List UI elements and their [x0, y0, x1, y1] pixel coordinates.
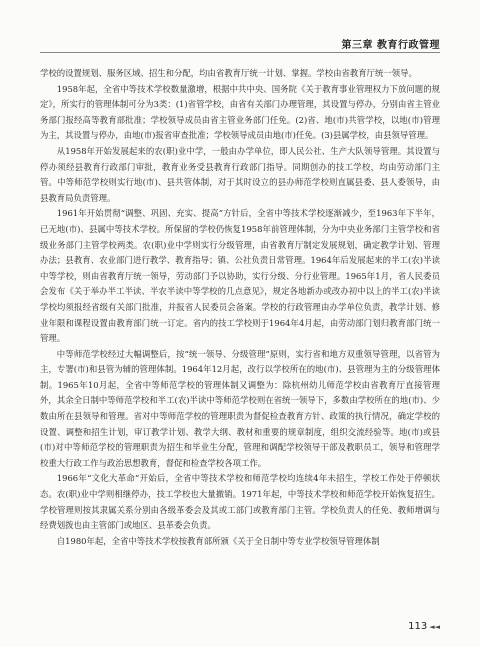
body-text: [40, 66, 440, 549]
paragraph: 从1958年开始发展起来的农(职)业中学，一般由办学单位，即人民公社、生产大队领导管理。其设置与停办须经县教育行政部门审批，教育业务受县教育行政部门指导。同期创办的技工学校，均由劳动部门主管。中等师范学校则实行地(市)、县共管体制，对于其时设立的县办师范学校则直属县委、县人委领导，由县教育局负责管理。: [40, 145, 440, 203]
paragraph: 1958年起，全省中等技术学校数量激增，根据中共中央、国务院《关于教育事业管理权力下放问题的规定》，所实行的管理体制可分为3类：(1)省管学校，由省有关部门办理管理，其设置与停办，分别由省主管业务部门报经高等教育部批准；学校领导成员由省主管业务部门任免。(2)省、地(市)共管学校，以地(市)管理为主，其设置与停办，由地(市)报省审查批准；学校领导成员由地(市)任免。(3)县属学校，由县领导管理。: [40, 83, 440, 141]
page-marker-icon: ◄◄: [429, 623, 440, 631]
chapter-header: 第三章 教育行政管理: [341, 40, 440, 51]
header-rule: [40, 52, 440, 53]
paragraph: 1966年“文化大革命”开始后，全省中等技术学校和师范学校均连续4年未招生，学校工作处于停顿状态。农(职)业中学则相继停办，技工学校也大量撤销。1971年起，中等技术学校和师范学校开始恢复招生。学校管理则按其隶属关系分别由各级革委会及其或工部门或教育部门主管。学校负责人的任免、教师增调与经费划拨也由主管部门或地区、县革委会负责。: [40, 473, 440, 531]
paragraph: 1961年开始贯彻“调整、巩固、充实、提高”方针后，全省中等技术学校逐渐减少，至1963年下半年，已无地(市)、县属中等技术学校。所保留的学校仍恢复1958年前管理体制，分为中央业务部门主管学校和省级业务部门主管学校两类。农(职)业中学则实行分级管理，由省教育厅制定发展规划，确定教学计划、管理办法；县教育、农业部门进行教学、教育指导；镇、公社负责日常管理。1964年后发展起来的半工(农)半读中等学校，则由省教育厅统一领导，劳动部门予以协助，实行分级、分行业管理。1965年1月，省人民委员会发布《关于举办半工半读、半农半读中等学校的几点意见》，规定各地新办或改办初中以上的半工(农)半读学校均须报经省级有关部门批准，并报省人民委员会备案。学校的行政管理由办学单位负责，教学计划、修业年限和课程设置由教育部门统一订定。省内的技工学校则于1964年4月起，由劳动部门划归教育部门统一管理。: [40, 208, 440, 344]
page-number: [408, 621, 440, 632]
page-number-value: 113: [408, 621, 428, 632]
paragraph: 中等师范学校经过大幅调整后，按“统一领导、分级管理”原则，实行省和地方双重领导管理，以省管为主，专署(市)和县管为辅的管理体制。1964年12月起，改行以学校所在的地(市)、县管理为主的分级管理体制。1965年10月起，全省中等师范学校的管理体制又调整为：除杭州幼儿师范学校由省教育厅直接管理外，其余全日制中等师范学校和半工(农)半读中等师范学校则在省统一领导下，多数由学校所在的地(市)、少数由所在县领导和管理。省对中等师范学校的管理职责为督促检查教育方针、政策的执行情况，确定学校的设置、调整和招生计划，审订教学计划、教学大纲、教材和重要的规章制度，组织交流经验等。地(市)或县(市)对中等师范学校的管理职责为招生和毕业生分配，管理和调配学校领导干部及教职员工，领导和管理学校重大行政工作与政治思想教育，督促和检查学校各项工作。: [40, 348, 440, 468]
paragraph: 学校的设置规划、服务区域、招生和分配，均由省教育厅统一计划、掌握。学校由省教育厅统一领导。: [40, 68, 417, 78]
paragraph: 自1980年起，全省中等技术学校按教育部所颁《关于全日制中等专业学校领导管理体制: [56, 535, 380, 546]
